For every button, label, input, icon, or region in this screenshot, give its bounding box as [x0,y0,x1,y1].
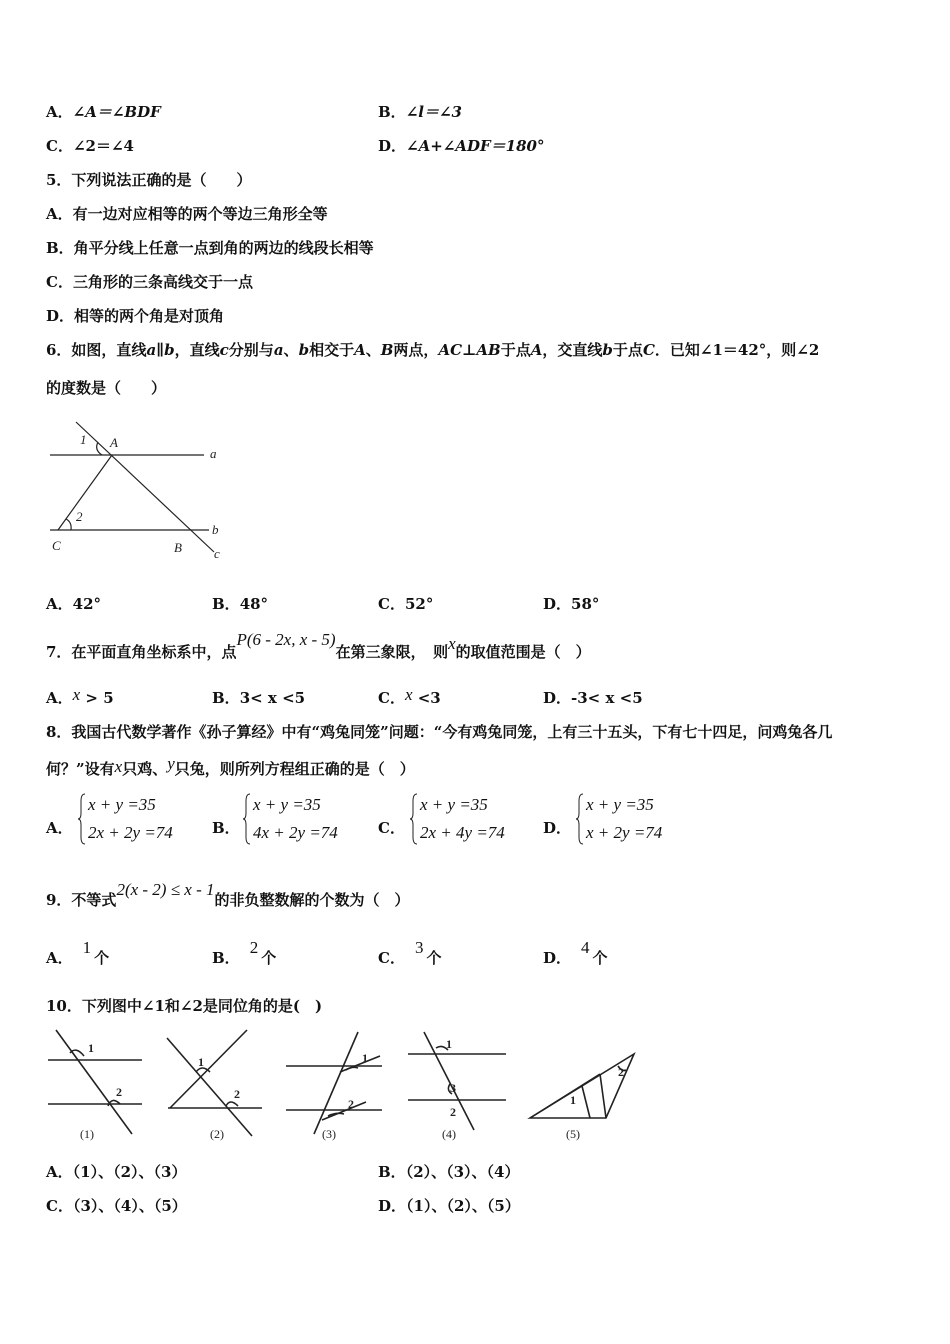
text: ∥ [156,341,165,359]
label-c: c [214,546,220,561]
option-text: （3）、（4）、（5） [72,1197,187,1215]
angle-2-arc [66,519,71,530]
var: B [380,341,394,359]
fig5-label-1: 1 [570,1093,576,1107]
caption-4: (4) [442,1127,456,1141]
number: 3 [414,938,424,957]
q6-stem-line2: 的度数是（ ） [46,379,167,397]
q5-option-a: A．有一边对应相等的两个等边三角形全等 [46,205,328,223]
text: 两点， [393,341,439,359]
figure-2 [167,1030,262,1136]
q8-option-c-label: C． [378,819,405,837]
unit: 个 [592,949,608,967]
option-label: D． [543,689,572,707]
brace-icon [576,793,584,845]
fig3-label-2: 2 [348,1097,354,1111]
option-text: ∠A+∠ADF＝180° [406,137,545,155]
option-label: A． [46,689,73,707]
q5-option-d: D．相等的两个角是对顶角 [46,307,225,325]
var: x [448,634,456,653]
option-text: ∠l＝∠3 [405,103,462,121]
q4-option-d [378,136,544,156]
text: 的非负整数解的个数为（ ） [214,891,410,909]
option-label: D． [543,595,572,613]
var: c [219,341,229,359]
q5-stem: 5．下列说法正确的是（ ） [46,171,252,189]
option-label: B． [212,689,240,707]
segment-ac [58,455,112,530]
q10-option-d [378,1196,520,1216]
q8-option-b-label: B． [212,819,240,837]
brace-icon [410,793,418,845]
option-label: A． [46,1163,73,1181]
text: ，交直线 [542,341,603,359]
option-label: C． [46,137,73,155]
q7-option-a [46,685,114,708]
option-text: <3 [417,689,441,707]
fig4-label-1: 1 [446,1037,452,1051]
caption-2: (2) [210,1127,224,1141]
option-label: B． [378,103,406,121]
label-b: b [212,522,219,537]
q6-option-c [378,594,433,614]
var: b [298,341,310,359]
unit: 个 [94,949,110,967]
var: a [273,341,284,359]
q10-option-c [46,1196,187,1216]
q4-option-b [378,102,462,122]
var: x [404,685,413,704]
q7-option-c [378,685,441,708]
text: ⊥ [462,341,477,359]
number: 1 [82,938,92,957]
figure-1 [48,1030,142,1134]
option-text: ∠2＝∠4 [72,137,134,155]
option-label: A． [46,949,73,967]
equation-2: 2x + 4y =74 [420,823,505,842]
equation-1: x + y =35 [586,795,654,814]
option-label: A． [46,103,73,121]
label-1: 1 [80,432,87,447]
q6-option-a [46,594,101,614]
fig5-label-2: 2 [618,1065,624,1079]
text: 在第三象限， 则 [335,643,449,661]
var: C [642,341,655,359]
text: 7．在平面直角坐标系中，点 [46,643,237,661]
var: a [146,341,157,359]
q8-option-b-system [243,791,338,847]
q9-stem [46,880,410,910]
text: 、 [283,341,299,359]
q4-option-a [46,102,161,122]
var: x [114,757,123,776]
fig4-label-2: 2 [450,1105,456,1119]
q4-option-c [46,136,134,156]
q8-stem-line2 [46,754,415,779]
var: b [164,341,175,359]
unit: 个 [426,949,442,967]
label-a: a [210,446,217,461]
q8-option-a-label: A． [46,819,73,837]
text: 只兔，则所列方程组正确的是（ ） [174,760,415,778]
option-label: B． [212,949,240,967]
q9-option-a [46,938,110,968]
option-text: 58° [571,595,600,613]
figure-5 [530,1054,634,1118]
equation-1: x + y =35 [88,795,156,814]
label-2: 2 [76,509,83,524]
q10-option-b [378,1162,520,1182]
equation-1: x + y =35 [420,795,488,814]
brace-icon [78,793,86,845]
equation-2: 4x + 2y =74 [253,823,338,842]
text: 的取值范围是（ ） [455,643,591,661]
q7-option-b [212,688,305,708]
q8-option-c-system [410,791,505,847]
fig4-label-3: 3 [450,1081,456,1095]
number: 2 [249,938,259,957]
q5-option-b: B．角平分线上任意一点到角的两边的线段长相等 [46,239,374,257]
option-text: 48° [239,595,269,613]
option-label: B． [212,595,240,613]
line-c [76,422,214,552]
label-B: B [174,540,182,555]
option-label: C． [46,1197,73,1215]
option-text: （1）、（2）、（5） [406,1197,520,1215]
q9-option-d [543,938,608,968]
equation-1: x + y =35 [253,795,321,814]
label-A: A [110,435,118,450]
equation-2: x + 2y =74 [586,823,663,842]
caption-3: (3) [322,1127,336,1141]
q10-figures [40,1026,650,1146]
brace-icon [243,793,251,845]
q6-option-b [212,594,268,614]
text: ，直线 [174,341,220,359]
equation-2: 2x + 2y =74 [88,823,173,842]
option-text: （2）、（3）、（4） [405,1163,520,1181]
text: 何？”设有 [46,760,115,778]
text: 相交于 [309,341,355,359]
var: AC [438,341,463,359]
q8-option-a-system [78,791,173,847]
q8-option-d-label: D． [543,819,572,837]
option-text: > 5 [85,689,114,707]
text: 、 [365,341,381,359]
inequality: 2(x - 2) ≤ x - 1 [116,880,215,899]
caption-5: (5) [566,1127,580,1141]
option-label: D． [378,1197,407,1215]
q6-option-d [543,594,599,614]
q8-option-d-system [576,791,662,847]
option-label: C． [378,949,405,967]
fig3-label-1: 1 [362,1051,368,1065]
number: 4 [581,938,590,957]
q5-option-c: C．三角形的三条高线交于一点 [46,273,253,291]
q10-option-a [46,1162,186,1182]
text: ．已知∠1＝42°，则∠2 [654,341,820,359]
fig1-label-2: 2 [116,1085,122,1099]
figure-4 [408,1032,506,1130]
option-text: 42° [72,595,102,613]
q8-stem-line1: 8．我国古代数学著作《孙子算经》中有“鸡兔同笼”问题：“今有鸡兔同笼，上有三十五头，下有七十四足，问鸡兔各几 [46,723,833,741]
option-label: C． [378,595,405,613]
option-text: （1）、（2）、（3） [72,1163,187,1181]
q9-option-c [378,938,442,968]
caption-1: (1) [80,1127,94,1141]
option-label: A． [46,595,73,613]
option-label: D． [378,137,407,155]
q9-option-b [212,938,277,968]
text: 6．如图，直线 [46,341,147,359]
text: 于点 [500,341,531,359]
var: x [72,685,81,704]
text: 9．不等式 [46,891,117,909]
var: AB [476,341,501,359]
option-text: -3< x <5 [571,689,643,707]
option-label: C． [378,689,405,707]
option-text: 3< x <5 [239,689,306,707]
var: y [167,754,175,773]
figure-3 [286,1032,382,1134]
text: 分别与 [228,341,274,359]
point-expression: P(6 - 2x, x - 5) [236,630,336,649]
q7-option-d [543,688,643,708]
unit: 个 [261,949,277,967]
fig1-label-1: 1 [88,1041,94,1055]
q6-figure [44,418,234,566]
option-text: ∠A＝∠BDF [72,103,161,121]
fig2-label-1: 1 [198,1055,204,1069]
q6-stem-line1 [46,340,819,360]
label-C: C [52,538,61,553]
text: 只鸡、 [122,760,168,778]
option-label: D． [543,949,572,967]
var: A [530,341,543,359]
q7-stem [46,630,591,662]
text: 于点 [612,341,643,359]
q10-stem: 10．下列图中∠1和∠2是同位角的是( ) [46,997,323,1015]
option-label: B． [378,1163,406,1181]
option-text: 52° [404,595,434,613]
var: b [602,341,613,359]
var: A [354,341,366,359]
fig2-label-2: 2 [234,1087,240,1101]
